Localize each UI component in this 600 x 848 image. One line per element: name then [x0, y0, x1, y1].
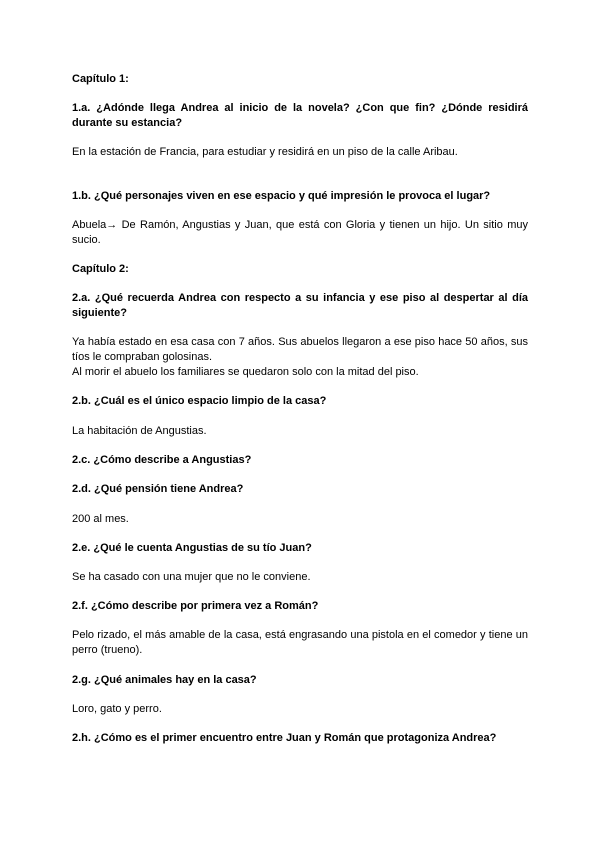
answer-2e: Se ha casado con una mujer que no le conviene.	[72, 571, 311, 583]
answer-2d: 200 al mes.	[72, 513, 129, 525]
question-2g: 2.g. ¿Qué animales hay en la casa?	[72, 674, 257, 686]
answer-2a-line-1: Ya había estado en esa casa con 7 años. Sus abuelos llegaron a ese piso hace 50 años, sus tíos le compraban golosinas.	[72, 336, 528, 363]
question-2b: 2.b. ¿Cuál es el único espacio limpio de la casa?	[72, 395, 327, 407]
chapter-2-heading: Capítulo 2:	[72, 263, 129, 275]
question-2e: 2.e. ¿Qué le cuenta Angustias de su tío Juan?	[72, 542, 312, 554]
answer-1b: Abuela→ De Ramón, Angustias y Juan, que está con Gloria y tienen un hijo. Un sitio muy sucio.	[72, 219, 528, 246]
question-1b: 1.b. ¿Qué personajes viven en ese espacio y qué impresión le provoca el lugar?	[72, 190, 491, 202]
question-2c: 2.c. ¿Cómo describe a Angustias?	[72, 454, 252, 466]
question-2a: 2.a. ¿Qué recuerda Andrea con respecto a su infancia y ese piso al despertar al día siguiente?	[72, 292, 528, 319]
answer-2b: La habitación de Angustias.	[72, 425, 207, 437]
answer-2a-line-2: Al morir el abuelo los familiares se quedaron solo con la mitad del piso.	[72, 366, 419, 378]
question-2f: 2.f. ¿Cómo describe por primera vez a Román?	[72, 600, 319, 612]
answer-2f: Pelo rizado, el más amable de la casa, está engrasando una pistola en el comedor y tiene un perro (trueno).	[72, 629, 528, 656]
answer-1a: En la estación de Francia, para estudiar y residirá en un piso de la calle Aribau.	[72, 146, 458, 158]
question-2d: 2.d. ¿Qué pensión tiene Andrea?	[72, 483, 244, 495]
chapter-1-heading: Capítulo 1:	[72, 73, 129, 85]
question-2h: 2.h. ¿Cómo es el primer encuentro entre Juan y Román que protagoniza Andrea?	[72, 732, 497, 744]
answer-2g: Loro, gato y perro.	[72, 703, 162, 715]
question-1a: 1.a. ¿Adónde llega Andrea al inicio de la novela? ¿Con que fin? ¿Dónde residirá durante su estancia?	[72, 102, 528, 129]
